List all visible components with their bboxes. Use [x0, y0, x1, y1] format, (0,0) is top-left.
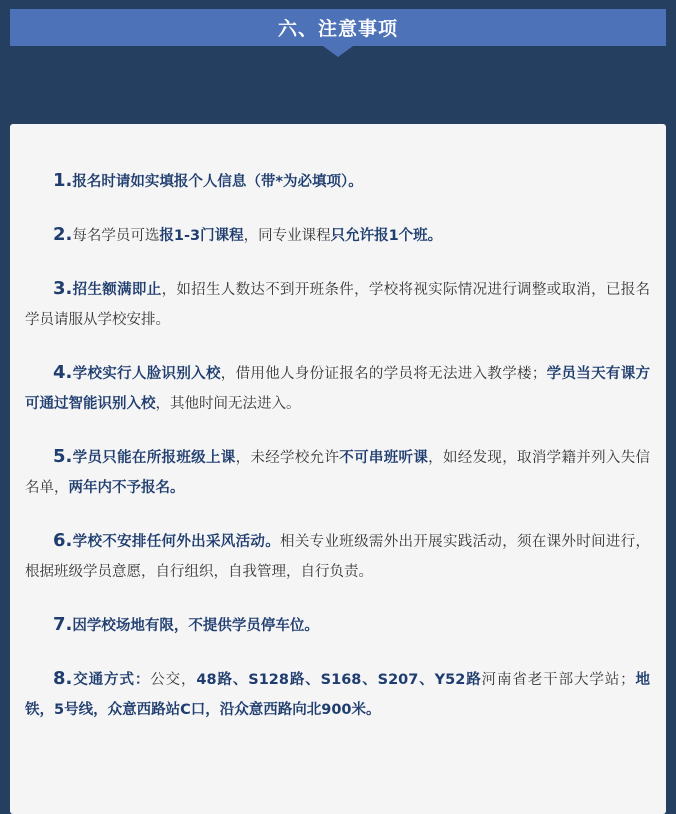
- section-title: 六、注意事项: [277, 18, 398, 40]
- note-text: ，如招生人数达不到开班条件，学校将视实际情况进行调整或取消，已报名学员请服从学校安排。: [25, 282, 651, 328]
- note-text-bold: 报1-3门课程: [159, 228, 244, 244]
- note-text-bold: 学校不安排任何外出采风活动。: [72, 534, 281, 550]
- note-text-bold: 不可串班听课: [339, 450, 429, 466]
- note-text-bold: 两年内不予报名。: [68, 480, 185, 496]
- note-text: 公交，: [150, 672, 197, 688]
- note-text: 河南省老干部大学站；: [481, 672, 635, 688]
- header-pointer: [323, 46, 353, 57]
- note-text-bold: 学员只能在所报班级上课: [72, 450, 236, 466]
- note-item: [25, 526, 650, 587]
- note-number: 2.: [53, 224, 73, 245]
- note-text-bold: 学员当天有课方可通过智能识别入校: [25, 366, 651, 412]
- note-text: ，同专业课程: [243, 228, 331, 244]
- note-number: 3.: [53, 278, 73, 299]
- note-item: [25, 664, 650, 725]
- note-text-bold: 48路、S128路、S168、S207、Y52路: [196, 672, 482, 688]
- note-text-bold: 学校实行人脸识别入校: [72, 366, 221, 382]
- note-number: 8.: [53, 668, 73, 689]
- note-text: ，借用他人身份证报名的学员将无法进入教学楼；: [220, 366, 547, 382]
- note-text-bold: 招生额满即止: [72, 282, 162, 298]
- note-number: 7.: [53, 614, 73, 635]
- section-header: [10, 9, 666, 46]
- note-text: ，其他时间无法进入。: [155, 396, 301, 412]
- note-item: [25, 220, 650, 251]
- note-item: [25, 610, 650, 641]
- note-text-bold: 因学校场地有限，不提供学员停车位。: [72, 618, 319, 634]
- note-number: 5.: [53, 446, 73, 467]
- note-item: [25, 442, 650, 503]
- note-item: [25, 166, 650, 197]
- note-item: [25, 358, 650, 419]
- note-item: [25, 274, 650, 335]
- note-text-bold: 交通方式：: [72, 672, 151, 688]
- note-text: 相关专业班级需外出开展实践活动，须在课外时间进行，根据班级学员意愿，自行组织，自我管理，自行负责。: [25, 534, 651, 580]
- notes-card: [10, 124, 666, 814]
- note-text-bold: 只允许报1个班。: [330, 228, 443, 244]
- note-number: 4.: [53, 362, 73, 383]
- note-number: 1.: [53, 170, 73, 191]
- note-text: 每名学员可选: [72, 228, 160, 244]
- note-text-bold: 地铁，5号线，众意西路站C口，沿众意西路向北900米。: [25, 672, 651, 718]
- note-text-bold: 报名时请如实填报个人信息（带*为必填项）。: [72, 174, 363, 190]
- note-text: ，如经发现，取消学籍并列入失信名单，: [25, 450, 651, 496]
- note-text: ，未经学校允许: [235, 450, 340, 466]
- note-number: 6.: [53, 530, 73, 551]
